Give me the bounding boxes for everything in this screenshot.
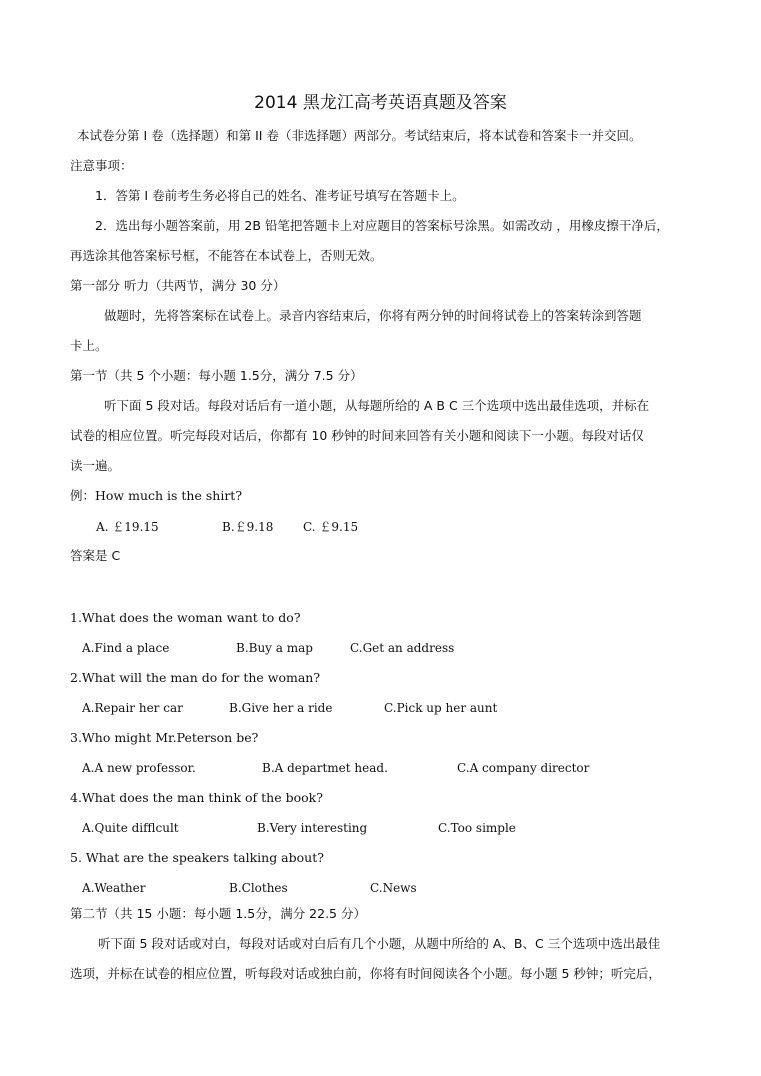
page-title: 2014 黑龙江高考英语真题及答案 xyxy=(254,93,507,113)
section1-instructions-line-3: 读一遍。 xyxy=(70,458,121,473)
question-4-option-b: B.Very interesting xyxy=(257,821,368,835)
question-5-option-c: C.News xyxy=(370,881,417,895)
question-3-option-b: B.A departmet head. xyxy=(262,761,388,775)
section2-instructions-line-1: 听下面 5 段对话或对白，每段对话或对白后有几个小题，从题中所给的 A、B、C 三个选项中选出最佳 xyxy=(98,936,661,951)
question-2: 2.What will the man do for the woman? xyxy=(70,670,321,685)
question-3: 3.Who might Mr.Peterson be? xyxy=(70,730,259,745)
notice-item-2-line-1: 2．选出每小题答案前，用 2B 铅笔把答题卡上对应题目的答案标号涂黑。如需改动 ，用橡皮擦干净后， xyxy=(95,218,669,233)
part1-instructions-line-2: 卡上。 xyxy=(70,338,108,353)
question-3-option-a: A.A new professor. xyxy=(82,761,196,775)
example-question: 例：How much is the shirt? xyxy=(70,488,243,503)
section2-heading: 第二节（共 15 小题：每小题 1.5分，满分 22.5 分） xyxy=(70,906,366,921)
question-3-option-c: C.A company director xyxy=(457,761,590,775)
section1-instructions-line-2: 试卷的相应位置。听完每段对话后，你都有 10 秒钟的时间来回答有关小题和阅读下一小题。每段对话仅 xyxy=(70,428,644,443)
section1-heading: 第一节（共 5 个小题：每小题 1.5分，满分 7.5 分） xyxy=(70,368,363,383)
question-5-option-a: A.Weather xyxy=(82,881,146,895)
question-1-option-c: C.Get an address xyxy=(350,641,455,655)
question-4: 4.What does the man think of the book? xyxy=(70,790,323,805)
question-2-option-c: C.Pick up her aunt xyxy=(384,701,498,715)
question-5: 5. What are the speakers talking about? xyxy=(70,850,324,865)
example-option-b: B.￡9.18 xyxy=(222,520,274,534)
part1-heading: 第一部分 听力（共两节，满分 30 分） xyxy=(70,278,286,293)
question-1-option-b: B.Buy a map xyxy=(236,641,313,655)
part1-instructions-line-1: 做题时，先将答案标在试卷上。录音内容结束后，你将有两分钟的时间将试卷上的答案转涂到答题 xyxy=(104,308,642,323)
intro-text: 本试卷分第 I 卷（选择题）和第 II 卷（非选择题）两部分。考试结束后，将本试卷和答案卡一并交回。 xyxy=(77,128,642,143)
question-4-option-a: A.Quite difflcult xyxy=(82,821,179,835)
question-1-option-a: A.Find a place xyxy=(82,641,170,655)
notice-item-1: 1．答第 I 卷前考生务必将自己的姓名、准考证号填写在答题卡上。 xyxy=(95,188,465,203)
question-1: 1.What does the woman want to do? xyxy=(70,610,301,625)
notice-heading: 注意事项： xyxy=(70,158,133,173)
question-5-option-b: B.Clothes xyxy=(229,881,288,895)
question-4-option-c: C.Too simple xyxy=(438,821,516,835)
example-answer: 答案是 C xyxy=(70,548,121,563)
example-option-c: C. ￡9.15 xyxy=(303,520,359,534)
section2-instructions-line-2: 选项，并标在试卷的相应位置，听每段对话或独白前，你将有时间阅读各个小题。每小题 5 秒钟；听完后， xyxy=(70,966,661,981)
notice-item-2-line-2: 再选涂其他答案标号框，不能答在本试卷上，否则无效。 xyxy=(70,248,383,263)
question-2-option-b: B.Give her a ride xyxy=(229,701,333,715)
section1-instructions-line-1: 听下面 5 段对话。每段对话后有一道小题，从每题所给的 A B C 三个选项中选出最佳选项，并标在 xyxy=(104,398,650,413)
question-2-option-a: A.Repair her car xyxy=(82,701,183,715)
example-option-a: A. ￡19.15 xyxy=(96,520,159,534)
